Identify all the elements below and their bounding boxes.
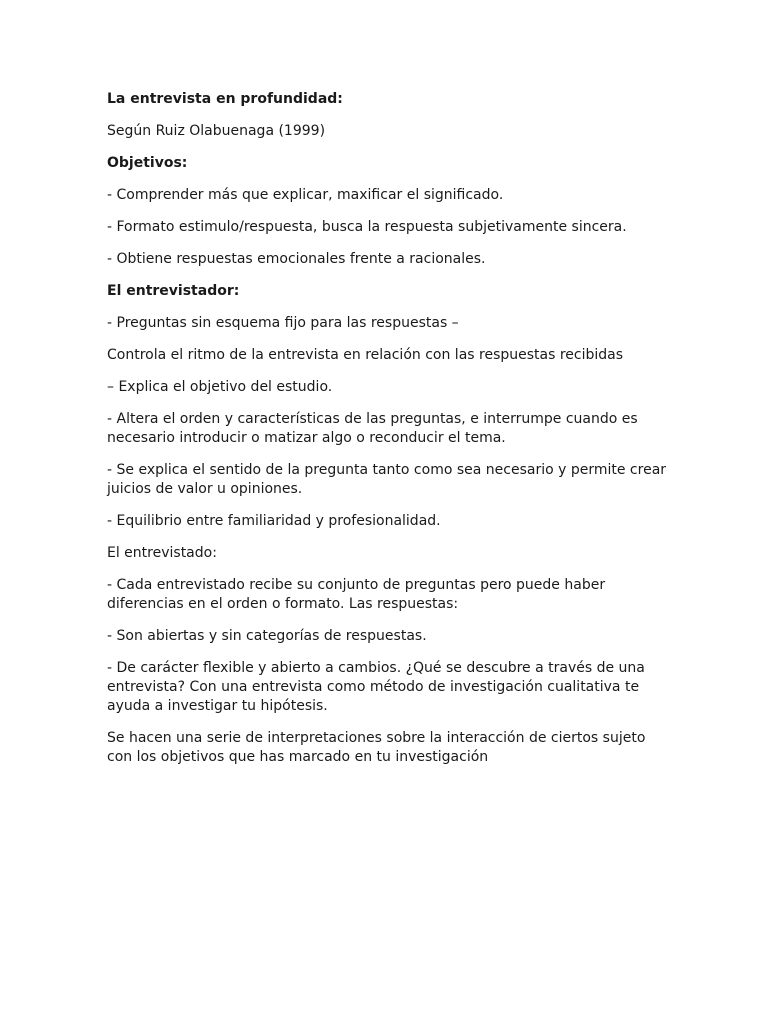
paragraph: - Obtiene respuestas emocionales frente a racionales. bbox=[107, 251, 486, 267]
section-heading-entrevistado: El entrevistado: bbox=[107, 545, 217, 561]
paragraph: - Comprender más que explicar, maxificar el significado. bbox=[107, 187, 504, 203]
section-heading-objetivos: Objetivos: bbox=[107, 155, 188, 171]
paragraph: Controla el ritmo de la entrevista en relación con las respuestas recibidas bbox=[107, 347, 624, 363]
paragraph: - Equilibrio entre familiaridad y profesionalidad. bbox=[107, 513, 441, 529]
paragraph: – Explica el objetivo del estudio. bbox=[107, 379, 333, 395]
section-heading-entrevistador: El entrevistador: bbox=[107, 283, 240, 299]
document-title: La entrevista en profundidad: bbox=[107, 91, 343, 107]
paragraph: - Se explica el sentido de la pregunta tanto como sea necesario y permite crear juicios de valor u opiniones. bbox=[107, 462, 667, 497]
paragraph: - Son abiertas y sin categorías de respuestas. bbox=[107, 628, 427, 644]
document-body bbox=[107, 90, 667, 780]
paragraph: - Formato estimulo/respuesta, busca la respuesta subjetivamente sincera. bbox=[107, 219, 627, 235]
paragraph: - Preguntas sin esquema fijo para las respuestas – bbox=[107, 315, 459, 331]
author-citation: Según Ruiz Olabuenaga (1999) bbox=[107, 123, 326, 139]
paragraph: - Altera el orden y características de las preguntas, e interrumpe cuando es necesario introducir o matizar algo o reconducir el tema. bbox=[107, 411, 638, 446]
paragraph: - De carácter flexible y abierto a cambios. ¿Qué se descubre a través de una entrevista? Con una entrevista como método de investigación cualitativa te ayuda a investigar tu hipótesis. bbox=[107, 660, 645, 714]
paragraph: - Cada entrevistado recibe su conjunto de preguntas pero puede haber diferencias en el orden o formato. Las respuestas: bbox=[107, 577, 606, 612]
paragraph: Se hacen una serie de interpretaciones sobre la interacción de ciertos sujeto con los objetivos que has marcado en tu investigación bbox=[107, 730, 646, 765]
